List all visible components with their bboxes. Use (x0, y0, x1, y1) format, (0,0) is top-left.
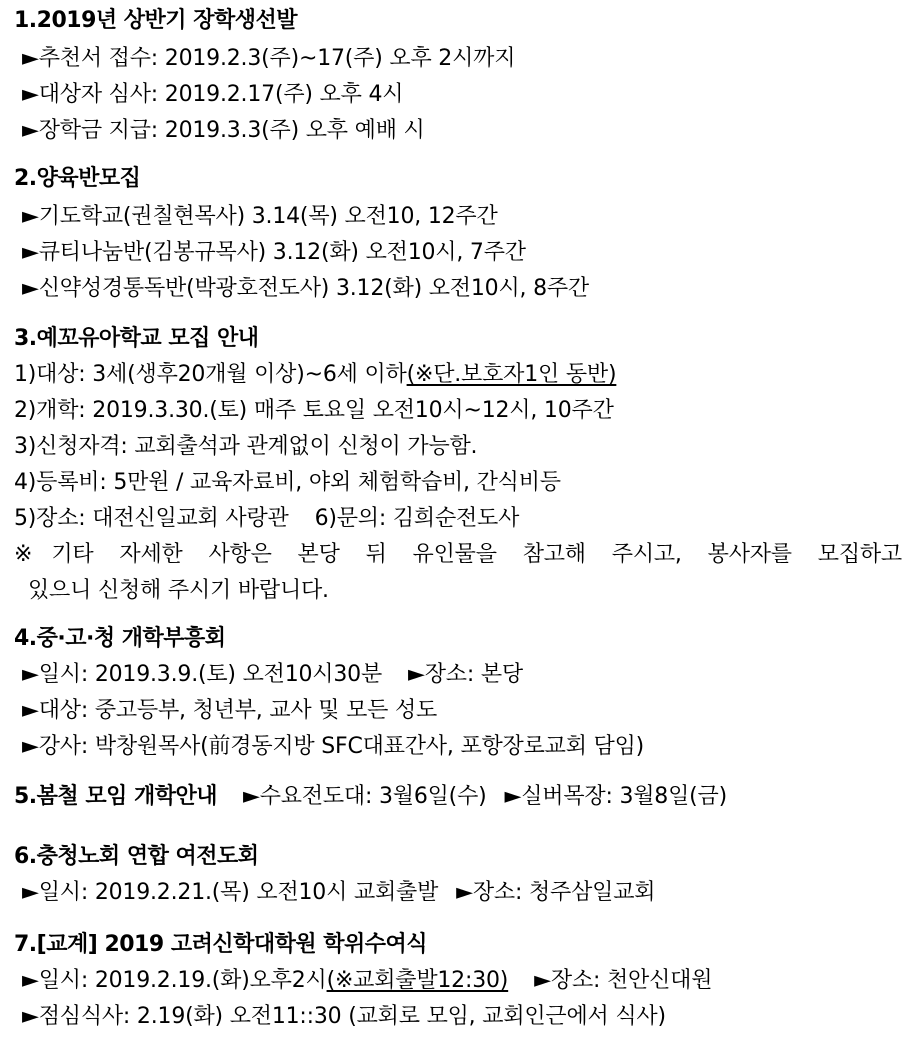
section-6-title: 6.충청노회 연합 여전도회 (14, 844, 259, 869)
section-7-departure-note: (※교회출발12:30) (326, 968, 509, 993)
section-7-item-2: ►점심식사: 2.19(화) 오전11::30 (교회로 모임, 교회인근에서 식사) (22, 1004, 666, 1029)
section-3-line-1 (14, 360, 616, 390)
section-6-datetime: ►일시: 2019.2.21.(목) 오전10시 교회출발 (22, 880, 439, 905)
section-6-place: ►장소: 청주삼일교회 (456, 880, 656, 905)
section-4-item-1 (22, 660, 523, 690)
section-6-item-1 (22, 878, 655, 908)
section-3-note-line-1: ※기타 자세한 사항은 본당 뒤 유인물을 참고해 주시고, 봉사자를 모집하고 (14, 542, 902, 567)
section-3-line-5 (14, 504, 519, 534)
section-4-item-2: ►대상: 중고등부, 청년부, 교사 및 모든 성도 (22, 698, 438, 723)
section-3-contact: 6)문의: 김희순전도사 (314, 506, 520, 531)
section-7-item-1 (22, 966, 712, 996)
section-3-title: 3.예꼬유아학교 모집 안내 (14, 326, 259, 351)
section-4-item-3: ►강사: 박창원목사(前경동지방 SFC대표간사, 포항장로교회 담임) (22, 734, 645, 759)
section-5-title: 5.봄철 모임 개학안내 (14, 784, 217, 809)
section-1-item-3: ►장학금 지급: 2019.3.3(주) 오후 예배 시 (22, 118, 425, 143)
section-4-datetime: ►일시: 2019.3.9.(토) 오전10시30분 (22, 662, 382, 687)
section-3-note-line-2: 있으니 신청해 주시기 바랍니다. (28, 578, 329, 603)
section-3-line-4: 4)등록비: 5만원 / 교육자료비, 야외 체험학습비, 간식비등 (14, 470, 561, 495)
section-5-item-2: ►실버목장: 3월8일(금) (504, 784, 727, 809)
section-7-place: ►장소: 천안신대원 (534, 968, 713, 993)
section-5-line (14, 782, 727, 812)
section-2-title: 2.양육반모집 (14, 166, 141, 191)
section-3-line-3: 3)신청자격: 교회출석과 관계없이 신청이 가능함. (14, 434, 478, 459)
section-2-item-1: ►기도학교(권칠현목사) 3.14(목) 오전10, 12주간 (22, 204, 498, 229)
section-7-title: 7.[교계] 2019 고려신학대학원 학위수여식 (14, 932, 428, 957)
section-3-target: 1)대상: 3세(생후20개월 이상)~6세 이하 (14, 362, 407, 387)
section-7-datetime: ►일시: 2019.2.19.(화)오후2시 (22, 968, 327, 993)
section-2-item-2: ►큐티나눔반(김봉규목사) 3.12(화) 오전10시, 7주간 (22, 240, 526, 265)
section-1-title: 1.2019년 상반기 장학생선발 (14, 8, 297, 33)
section-5-item-1: ►수요전도대: 3월6일(수) (243, 784, 487, 809)
section-4-place: ►장소: 본당 (408, 662, 523, 687)
section-4-title: 4.중·고·청 개학부흥회 (14, 626, 226, 651)
section-3-line-2: 2)개학: 2019.3.30.(토) 매주 토요일 오전10시~12시, 10주간 (14, 398, 614, 423)
section-3-guardian-note: (※단.보호자1인 동반) (406, 362, 617, 387)
section-1-item-1: ►추천서 접수: 2019.2.3(주)~17(주) 오후 2시까지 (22, 46, 516, 71)
section-1-item-2: ►대상자 심사: 2019.2.17(주) 오후 4시 (22, 82, 404, 107)
section-3-location: 5)장소: 대전신일교회 사랑관 (14, 506, 289, 531)
section-2-item-3: ►신약성경통독반(박광호전도사) 3.12(화) 오전10시, 8주간 (22, 276, 589, 301)
